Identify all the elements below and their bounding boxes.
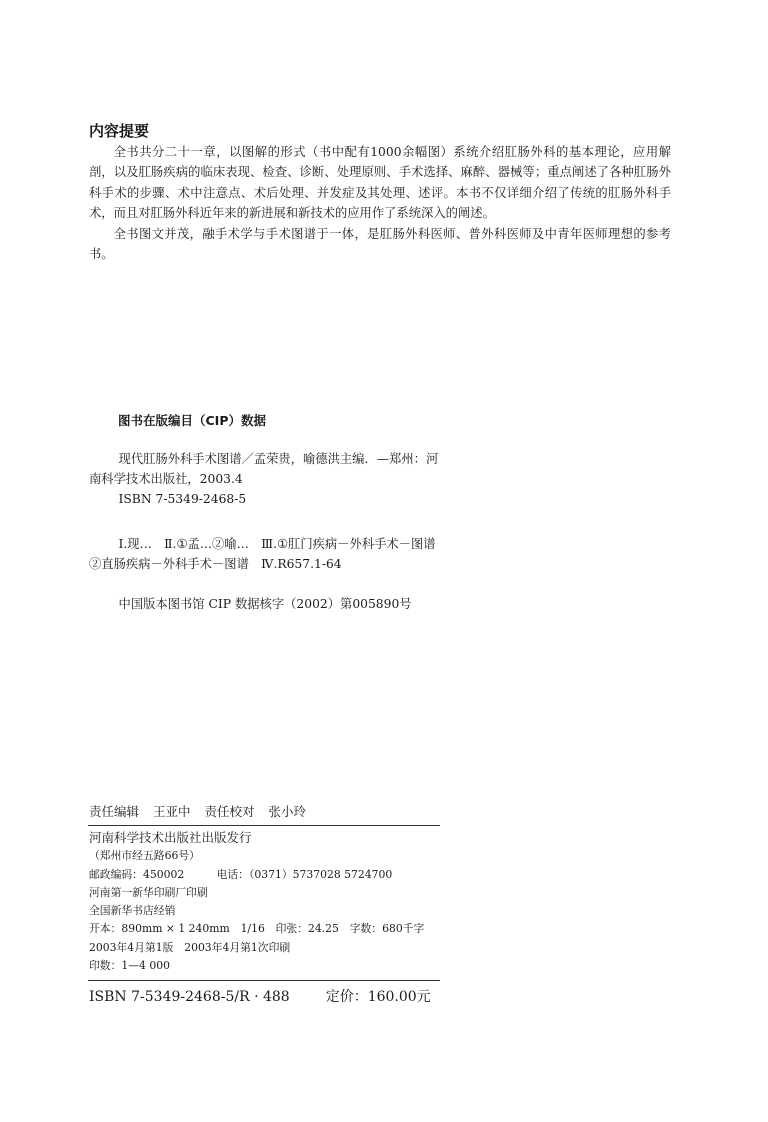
summary-paragraph: 全书图文并茂，融手术学与手术图谱于一体，是肛肠外科医师、普外科医师及中青年医师理想的参考书。 [89,226,671,262]
cip-heading: 图书在版编目（CIP）数据 [118,413,266,428]
distributor: 全国新华书店经销 [89,904,176,918]
phone: 电话：（0371）5737028 5724700 [216,867,393,881]
cip-entry: 现代肛肠外科手术图谱／孟荣贵，喻德洪主编．—郑州：河南科学技术出版社，2003.4 [89,452,439,486]
cip-isbn: ISBN 7-5349-2468-5 [118,492,247,506]
editor-name: 王亚中 [153,804,191,819]
edition: 2003年4月第1版 2003年4月第1次印刷 [89,940,291,954]
publication-info [89,829,441,975]
credits-line [89,802,320,820]
divider [88,980,440,981]
cip-entry-block [89,449,441,509]
format: 开本：890mm × 1 240mm 1/16 印张：24.25 字数：680千字 [89,922,425,936]
cip-subjects-block [89,534,441,574]
cip-record-block [89,594,441,614]
address: （郑州市经五路66号） [89,849,200,863]
publisher: 河南科学技术出版社出版发行 [89,830,252,845]
summary-heading: 内容提要 [89,122,150,140]
postcode: 邮政编码：450002 [89,867,185,881]
printer: 河南第一新华印刷厂印刷 [89,885,208,899]
footer-isbn: ISBN 7-5349-2468-5/R · 488 [89,989,290,1005]
divider [88,825,440,826]
cip-subjects: Ⅰ.现… Ⅱ.①孟…②喻… Ⅲ.①肛门疾病－外科手术－图谱②直肠疾病－外科手术－图谱 Ⅳ.R657.1-64 [89,537,436,571]
proofreader-name: 张小玲 [268,804,307,819]
price: 定价：160.00元 [325,989,431,1005]
contact-line [89,866,441,884]
summary-text [89,142,671,264]
proofreader-label: 责任校对 [204,804,255,819]
cip-record: 中国版本图书馆 CIP 数据核字（2002）第005890号 [118,597,412,611]
print-run: 印数：1—4 000 [89,959,170,973]
editor-label: 责任编辑 [89,804,140,819]
footer-line [89,986,431,1006]
summary-paragraph: 全书共分二十一章，以图解的形式（书中配有1000余幅图）系统介绍肛肠外科的基本理论，应用解剖，以及肛肠疾病的临床表现、检查、诊断、处理原则、手术选择、麻醉、器械等；重点阐述了各种肛肠外科手术的步骤、术中注意点、术后处理、并发症及其处理、述评。本书不仅详细介绍了传统的肛肠外科手术，而且对肛肠外科近年来的新进展和新技术的应用作了系统深入的阐述。 [89,145,671,221]
